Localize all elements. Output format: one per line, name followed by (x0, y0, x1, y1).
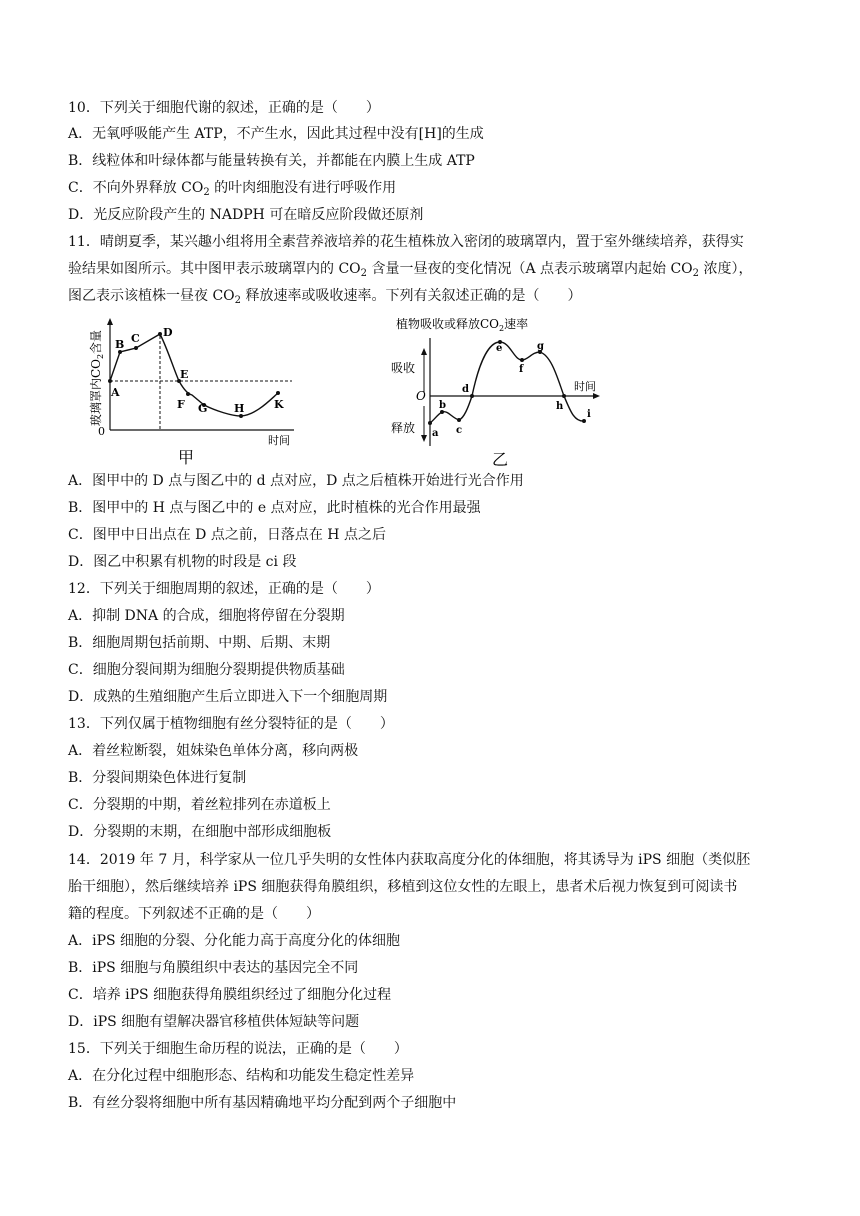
yi-label-g: g (537, 341, 544, 352)
yi-label-h: h (556, 401, 564, 412)
jia-label-f: F (177, 398, 185, 411)
yi-origin: O (416, 389, 426, 403)
q10-option-c: C．不向外界释放 $CO_2$ 的叶肉细胞没有进行呼吸作用 (68, 180, 397, 198)
jia-label-b: B (115, 338, 125, 351)
q14-option-d: D．iPS 细胞有望解决器官移植供体短缺等问题 (68, 1014, 360, 1030)
yi-label-a: a (432, 428, 439, 439)
figure-jia (88, 318, 294, 467)
jia-label-e: E (180, 368, 189, 381)
q13-option-b: B．分裂间期染色体进行复制 (68, 770, 247, 786)
q15-stem: 15．下列关于细胞生命历程的说法，正确的是（ ） (68, 1041, 408, 1057)
q10-option-d: D．光反应阶段产生的 NADPH 可在暗反应阶段做还原剂 (68, 207, 424, 223)
jia-y-arrow (107, 318, 113, 325)
q12-stem: 12．下列关于细胞周期的叙述，正确的是（ ） (68, 581, 380, 597)
jia-point-c-dot (134, 346, 138, 350)
q14-stem-line3: 籍的程度。下列叙述不正确的是（ ） (68, 906, 320, 922)
q11-figures (84, 318, 624, 468)
q13-option-c: C．分裂期的中期，着丝粒排列在赤道板上 (68, 797, 331, 813)
q10-option-b: B．线粒体和叶绿体都与能量转换有关，并都能在内膜上生成 ATP (68, 153, 475, 169)
yi-label-d: d (462, 384, 469, 395)
q14-option-c: C．培养 iPS 细胞获得角膜组织经过了细胞分化过程 (68, 987, 392, 1003)
jia-label-a: A (111, 386, 120, 399)
q14-stem-line2: 胎干细胞），然后继续培养 iPS 细胞获得角膜组织，移植到这位女性的左眼上，患者术后视力恢复到可阅读书 (68, 879, 738, 895)
q12-option-b: B．细胞周期包括前期、中期、后期、末期 (68, 635, 331, 651)
jia-label-g: G (198, 402, 208, 415)
q12-option-c: C．细胞分裂间期为细胞分裂期提供物质基础 (68, 662, 345, 678)
figure-yi (391, 318, 600, 468)
jia-label-k: K (274, 398, 284, 411)
jia-point-d-dot (158, 332, 162, 336)
yi-release-label: 释放 (391, 421, 416, 435)
q11-option-a: A．图甲中的 D 点与图乙中的 d 点对应，D 点之后植株开始进行光合作用 (68, 473, 524, 489)
q11-option-d: D．图乙中积累有机物的时段是 ci 段 (68, 554, 297, 570)
q12-option-d: D．成熟的生殖细胞产生后立即进入下一个细胞周期 (68, 689, 388, 705)
q11-stem-line1: 11．晴朗夏季，某兴趣小组将用全素营养液培养的花生植株放入密闭的玻璃罩内，置于室外继续培养，获得实 (68, 234, 744, 250)
yi-point-i-dot (582, 419, 586, 423)
q13-stem: 13．下列仅属于植物细胞有丝分裂特征的是（ ） (68, 716, 394, 732)
q13-option-d: D．分裂期的末期，在细胞中部形成细胞板 (68, 824, 332, 840)
q12-option-a: A．抑制 DNA 的合成，细胞将停留在分裂期 (68, 608, 345, 624)
q10-option-a: A．无氧呼吸能产生 ATP，不产生水，因此其过程中没有[H]的生成 (68, 126, 484, 142)
yi-point-c-dot (457, 418, 461, 422)
q13-option-a: A．着丝粒断裂，姐妹染色单体分离，移向两极 (68, 743, 359, 759)
q11-option-c: C．图甲中日出点在 D 点之前，日落点在 H 点之后 (68, 527, 386, 543)
jia-point-a-dot (108, 379, 112, 383)
jia-xlabel: 时间 (268, 434, 290, 447)
jia-point-f-dot (186, 392, 190, 396)
jia-point-k-dot (276, 391, 280, 395)
q14-option-a: A．iPS 细胞的分裂、分化能力高于高度分化的体细胞 (68, 933, 401, 949)
yi-label-e: e (496, 343, 503, 354)
q15-option-b: B．有丝分裂将细胞中所有基因精确地平均分配到两个子细胞中 (68, 1095, 457, 1111)
q15-option-a: A．在分化过程中细胞形态、结构和功能发生稳定性差异 (68, 1068, 415, 1084)
yi-release-arrow (421, 435, 427, 442)
yi-title: 植物吸收或释放$CO_2$速率 (396, 318, 529, 333)
jia-origin: 0 (98, 425, 105, 438)
yi-caption: 乙 (491, 450, 509, 468)
q10-stem: 10．下列关于细胞代谢的叙述，正确的是（ ） (68, 100, 380, 116)
q11-stem-line2: 验结果如图所示。其中图甲表示玻璃罩内的 $CO_2$ 含量一昼夜的变化情况（A 点表示玻璃罩内起始 $CO_2$ 浓度）， (68, 261, 753, 279)
jia-label-h: H (234, 402, 245, 415)
jia-ylabel: 玻璃罩内$CO_2$含量 (89, 329, 105, 427)
yi-point-f-dot (520, 358, 524, 362)
jia-label-c: C (131, 332, 140, 345)
yi-point-h-dot (562, 394, 566, 398)
q14-option-b: B．iPS 细胞与角膜组织中表达的基因完全不同 (68, 960, 359, 976)
yi-label-c: c (456, 425, 463, 436)
yi-xlabel: 时间 (574, 380, 596, 393)
yi-x-arrow (593, 393, 600, 399)
jia-caption: 甲 (177, 448, 195, 467)
jia-label-d: D (163, 326, 173, 339)
q14-stem-line1: 14．2019 年 7 月，科学家从一位几乎失明的女性体内获取高度分化的体细胞，将其诱导为 iPS 细胞（类似胚 (68, 852, 751, 868)
yi-point-a-dot (428, 421, 432, 425)
yi-label-b: b (439, 400, 446, 411)
yi-absorb-label: 吸收 (391, 361, 416, 375)
q11-stem-line3: 图乙表示该植株一昼夜 $CO_2$ 释放速率或吸收速率。下列有关叙述正确的是（ ） (68, 288, 582, 306)
q11-option-b: B．图甲中的 H 点与图乙中的 e 点对应，此时植株的光合作用最强 (68, 500, 481, 516)
yi-label-i: i (587, 409, 591, 420)
yi-point-d-dot (470, 394, 474, 398)
yi-label-f: f (519, 364, 524, 375)
yi-absorb-arrow (421, 348, 427, 355)
